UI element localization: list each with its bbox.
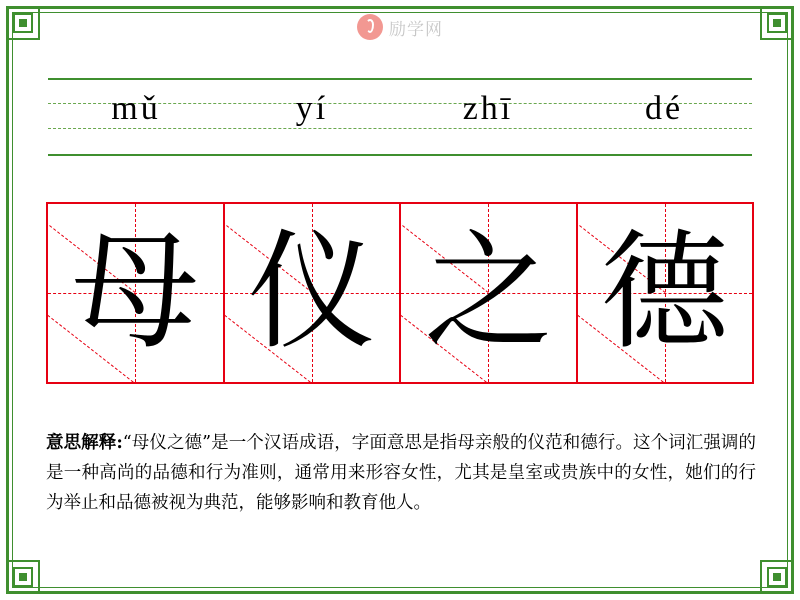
character-glyph: 母 xyxy=(71,218,200,367)
explanation-text: “母仪之德”是一个汉语成语，字面意思是指母亲般的仪范和德行。这个词汇强调的是一种高尚的品德和行为准则，通常用来形容女性，尤其是皇室或贵族中的女性，她们的行为举止和品德被视为典范，能够影响和教育他人。 xyxy=(46,433,756,513)
pinyin-syllable: yí xyxy=(295,90,329,127)
pinyin-syllable: zhī xyxy=(462,90,514,127)
corner-ornament-bottom-right xyxy=(760,560,794,594)
character-cell xyxy=(223,202,402,384)
character-glyph: 仪 xyxy=(247,218,376,367)
character-cell xyxy=(46,202,225,384)
character-cell xyxy=(576,202,755,384)
character-cell xyxy=(399,202,578,384)
pinyin-staff xyxy=(48,78,752,156)
corner-ornament-bottom-left xyxy=(6,560,40,594)
character-glyph: 之 xyxy=(424,218,553,367)
character-glyph: 德 xyxy=(600,218,729,367)
corner-ornament-top-right xyxy=(760,6,794,40)
pinyin-syllable: mǔ xyxy=(111,90,161,127)
site-logo-text: 励学网 xyxy=(389,19,443,39)
corner-ornament-top-left xyxy=(6,6,40,40)
pinyin-row xyxy=(48,78,752,156)
character-practice-grid xyxy=(46,202,754,384)
site-logo[interactable] xyxy=(357,14,443,40)
flame-badge-icon xyxy=(357,14,383,40)
explanation-paragraph xyxy=(46,428,756,518)
pinyin-syllable: dé xyxy=(644,90,684,127)
explanation-label: 意思解释: xyxy=(46,433,123,453)
